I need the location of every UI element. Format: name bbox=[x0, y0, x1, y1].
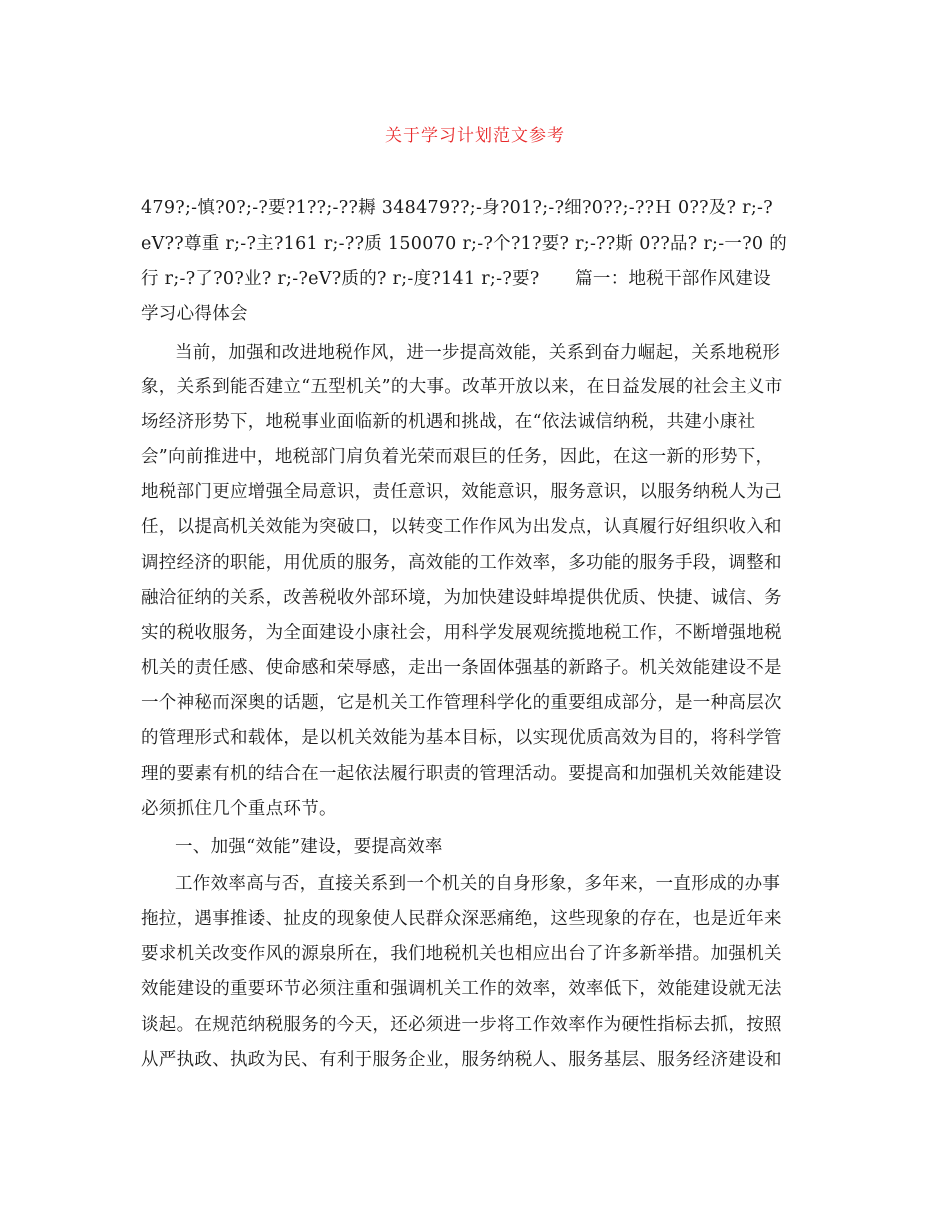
text-line: 地税部门更应增强全局意识，责任意识，效能意识，服务意识，以服务纳税人为己 bbox=[141, 482, 782, 502]
text-line: 融洽征纳的关系，改善税收外部环境，为加快建设蚌埠提供优质、快捷、诚信、务 bbox=[141, 588, 782, 608]
text-line: 任，以提高机关效能为突破口，以转变工作作风为出发点，认真履行好组织收入和 bbox=[141, 517, 782, 537]
text-line: 的管理形式和载体，是以机关效能为基本目标，以实现优质高效为目的，将科学管 bbox=[141, 728, 782, 748]
text-line: 学习心得体会 bbox=[141, 304, 248, 324]
text-line: 理的要素有机的结合在一起依法履行职责的管理活动。要提高和加强机关效能建设 bbox=[141, 764, 782, 784]
text-line: 会”向前推进中，地税部门肩负着光荣而艰巨的任务，因此，在这一新的形势下， bbox=[141, 447, 774, 467]
text-line: 场经济形势下，地税事业面临新的机遇和挑战，在“依法诚信纳税，共建小康社 bbox=[141, 412, 756, 432]
text-line: 效能建设的重要环节必须注重和强调机关工作的效率，效率低下，效能建设就无法 bbox=[141, 979, 782, 999]
text-line: 谈起。在规范纳税服务的今天，还必须进一步将工作效率作为硬性指标去抓，按照 bbox=[141, 1015, 782, 1035]
garbled-text-line: 行 r;-?了?0?业? r;-?eV?质的? r;-度?141 r;-?要? 篇一：地税干部作风建设 bbox=[141, 269, 771, 289]
paragraph-first-line: 当前，加强和改进地税作风，进一步提高效能，关系到奋力崛起，关系地税形 bbox=[175, 343, 781, 363]
text-line: 要求机关改变作风的源泉所在，我们地税机关也相应出台了许多新举措。加强机关 bbox=[141, 944, 782, 964]
document-title: 关于学习计划范文参考 bbox=[385, 126, 565, 146]
text-line: 调控经济的职能，用优质的服务，高效能的工作效率，多功能的服务手段，调整和 bbox=[141, 553, 782, 573]
text-line: 象，关系到能否建立“五型机关”的大事。改革开放以来，在日益发展的社会主义市 bbox=[141, 377, 783, 397]
garbled-text-line: 479?;-慎?0?;-?要?1??;-??耨 348479??;-身?01?;-?细?0??;-??Ｈ 0??及? r;-? bbox=[141, 198, 773, 218]
text-line: 拖拉，遇事推诿、扯皮的现象使人民群众深恶痛绝，这些现象的存在，也是近年来 bbox=[141, 909, 782, 929]
garbled-text-line: eV??尊重 r;-?主?161 r;-??质 150070 r;-?个?1?要? r;-??斯 0??品? r;-一?0 的 bbox=[141, 234, 787, 254]
text-line: 一个神秘而深奥的话题，它是机关工作管理科学化的重要组成部分，是一种高层次 bbox=[141, 693, 782, 713]
text-line: 从严执政、执政为民、有利于服务企业，服务纳税人、服务基层、服务经济建设和 bbox=[141, 1050, 782, 1070]
paragraph-first-line: 工作效率高与否，直接关系到一个机关的自身形象，多年来，一直形成的办事 bbox=[175, 874, 781, 894]
section-heading: 一、加强“效能”建设，要提高效率 bbox=[175, 837, 443, 857]
text-line: 必须抓住几个重点环节。 bbox=[141, 799, 337, 819]
text-line: 实的税收服务，为全面建设小康社会，用科学发展观统揽地税工作，不断增强地税 bbox=[141, 623, 782, 643]
text-line: 机关的责任感、使命感和荣辱感，走出一条固体强基的新路子。机关效能建设不是 bbox=[141, 658, 782, 678]
